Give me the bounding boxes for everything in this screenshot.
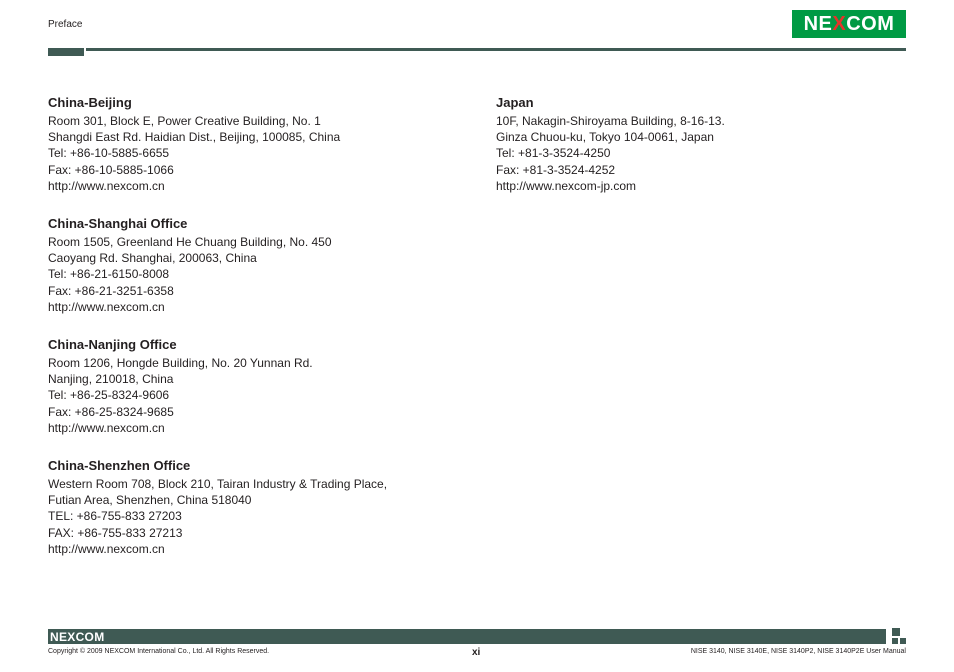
office-address-line: Shangdi East Rd. Haidian Dist., Beijing, 100085, China (48, 130, 341, 145)
header-rule-block (48, 48, 84, 56)
office-website-link[interactable]: http://www.nexcom.cn (48, 541, 165, 556)
office-website-link[interactable]: http://www.nexcom.cn (48, 178, 165, 193)
office-tel: Tel: +81-3-3524-4250 (496, 146, 611, 161)
office-china-beijing (48, 94, 448, 194)
manual-title: NISE 3140, NISE 3140E, NISE 3140P2, NISE 3140P2E User Manual (690, 648, 906, 655)
footer-logo-wordmark (50, 630, 105, 644)
header-rule-line (86, 48, 906, 51)
office-title: China-Shenzhen Office (48, 458, 191, 474)
office-website-link[interactable]: http://www.nexcom-jp.com (496, 178, 637, 193)
left-column (48, 94, 448, 578)
office-address-line: Nanjing, 210018, China (48, 372, 174, 387)
office-fax: Fax: +81-3-3524-4252 (496, 162, 616, 177)
office-address-line: Room 1505, Greenland He Chuang Building, No. 450 (48, 235, 332, 250)
office-tel: Tel: +86-21-6150-8008 (48, 267, 170, 282)
office-fax: Fax: +86-10-5885-1066 (48, 162, 174, 177)
office-tel: TEL: +86-755-833 27203 (48, 509, 182, 524)
office-japan (496, 94, 896, 194)
right-column (496, 94, 896, 215)
logo-suffix: COM (846, 12, 895, 35)
logo-prefix: NE (50, 629, 68, 644)
office-website-link[interactable]: http://www.nexcom.cn (48, 299, 165, 314)
footer-nexcom-logo (50, 629, 105, 644)
office-address-line: Room 301, Block E, Power Creative Building, No. 1 (48, 114, 321, 128)
office-tel: Tel: +86-25-8324-9606 (48, 388, 170, 403)
copyright-notice: Copyright © 2009 NEXCOM International Co., Ltd. All Rights Reserved. (48, 648, 270, 655)
footer-bar (48, 629, 886, 644)
office-address-line: Ginza Chuou-ku, Tokyo 104-0061, Japan (496, 130, 714, 145)
office-title: China-Nanjing Office (48, 337, 177, 353)
square-mark (900, 638, 906, 644)
office-address-line: Western Room 708, Block 210, Tairan Industry & Trading Place, (48, 477, 388, 492)
section-label: Preface (48, 19, 83, 30)
office-china-shanghai (48, 215, 448, 315)
office-title: Japan (496, 95, 534, 110)
office-address-line: Futian Area, Shenzhen, China 518040 (48, 493, 252, 508)
office-website-link[interactable]: http://www.nexcom.cn (48, 420, 165, 435)
nexcom-logo (792, 10, 906, 38)
page-number: xi (472, 647, 481, 658)
square-mark (892, 638, 898, 644)
office-fax: FAX: +86-755-833 27213 (48, 525, 183, 540)
logo-x: X (67, 629, 76, 644)
office-fax: Fax: +86-21-3251-6358 (48, 283, 174, 298)
office-tel: Tel: +86-10-5885-6655 (48, 146, 170, 161)
office-address-line: Room 1206, Hongde Building, No. 20 Yunnan Rd. (48, 356, 313, 371)
office-address-line: Caoyang Rd. Shanghai, 200063, China (48, 251, 257, 266)
office-china-shenzhen (48, 457, 448, 557)
office-fax: Fax: +86-25-8324-9685 (48, 404, 174, 419)
logo-wordmark (804, 13, 895, 36)
office-china-nanjing (48, 336, 448, 436)
office-title: China-Shanghai Office (48, 216, 188, 232)
logo-suffix: COM (75, 629, 105, 644)
square-mark (892, 628, 900, 636)
office-title: China-Beijing (48, 95, 132, 110)
footer-squares-icon (890, 628, 908, 646)
office-address-line: 10F, Nakagin-Shiroyama Building, 8-16-13. (496, 114, 725, 128)
logo-prefix: NE (803, 12, 833, 35)
logo-x: X (832, 12, 847, 35)
